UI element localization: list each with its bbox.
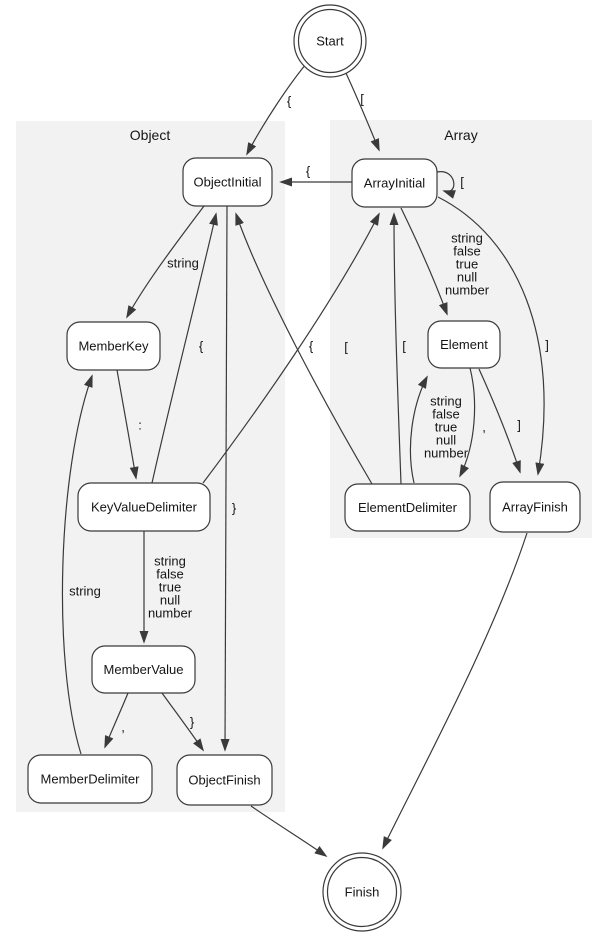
edge-arrayinitial-element-label-line: string	[451, 230, 483, 246]
edge-element-elementdelimiter-label	[482, 420, 486, 435]
edge-start-objectinitial-label	[287, 94, 292, 109]
edge-arrayinitial-objectinitial-label	[306, 164, 311, 179]
edge-keyvaluedelimiter-objectinitial-label	[199, 339, 204, 354]
cluster-array-label: Array	[444, 127, 478, 143]
edge-objectinitial-objectfinish-label	[232, 501, 237, 516]
edge-arrayinitial-element-label-line: null	[456, 269, 478, 285]
node-memberkey	[67, 322, 160, 370]
edge-membervalue-objectfinish-label-line: }	[189, 714, 195, 730]
node-memberkey-label: MemberKey	[78, 338, 149, 354]
node-membervalue-label: MemberValue	[103, 662, 184, 677]
node-arrayinitial	[352, 159, 437, 207]
edge-objectfinish-finish	[251, 806, 326, 856]
edge-start-objectinitial-label-line: {	[286, 93, 292, 109]
node-memberdelimiter-label: MemberDelimiter	[40, 771, 140, 787]
node-membervalue	[92, 646, 195, 693]
edge-keyvaluedelimiter-membervalue-label-line: false	[156, 566, 184, 582]
edge-start-arrayinitial-label	[360, 92, 364, 107]
node-arrayfinish-label: ArrayFinish	[502, 499, 568, 515]
node-finish-label: Finish	[344, 884, 380, 900]
edge-keyvaluedelimiter-membervalue-label-line: null	[159, 592, 181, 608]
edge-elementdelimiter-objectinitial-label	[309, 339, 314, 354]
edge-keyvaluedelimiter-membervalue-label-line: number	[147, 605, 193, 621]
edge-membervalue-memberdelimiter-label	[121, 720, 125, 735]
edge-start-arrayinitial-label-line: [	[360, 91, 364, 107]
edge-keyvaluedelimiter-objectinitial-label-line: {	[198, 338, 204, 354]
edge-memberkey-keyvaluedelimiter-label-line: :	[138, 417, 142, 433]
edge-arrayinitial-arrayinitial-label	[460, 175, 464, 190]
node-objectinitial-label: ObjectInitial	[193, 174, 262, 190]
node-objectinitial	[183, 158, 272, 206]
edge-elementdelimiter-element-label-line: number	[423, 445, 469, 461]
edge-objectinitial-objectfinish-label-line: }	[231, 500, 237, 516]
edge-element-arrayfinish-label	[517, 418, 521, 433]
node-elementdelimiter-label: ElementDelimiter	[358, 500, 457, 515]
edge-memberkey-keyvaluedelimiter-label	[138, 418, 142, 433]
edge-keyvaluedelimiter-arrayinitial-label	[344, 340, 348, 355]
edge-arrayfinish-finish	[383, 533, 527, 848]
node-objectfinish	[177, 755, 272, 805]
edge-arrayinitial-arrayfinish-label	[545, 338, 549, 353]
edge-keyvaluedelimiter-arrayinitial-label-line: [	[344, 339, 348, 355]
node-element-label: Element	[440, 337, 488, 352]
edge-elementdelimiter-objectinitial-label-line: {	[308, 338, 314, 354]
node-keyvaluedelimiter	[78, 483, 210, 531]
node-arrayinitial-label: ArrayInitial	[363, 175, 426, 191]
node-arrayfinish	[490, 482, 580, 532]
edge-elementdelimiter-element-label-line: null	[435, 432, 457, 448]
edge-elementdelimiter-arrayinitial-label	[402, 339, 406, 354]
edge-arrayinitial-element-label-line: true	[455, 256, 479, 272]
edge-elementdelimiter-element-label-line: false	[432, 406, 460, 422]
edge-elementdelimiter-element-label-line: true	[434, 419, 458, 435]
cluster-object	[16, 121, 285, 812]
edge-arrayinitial-element-label-line: number	[444, 282, 490, 298]
cluster-layer	[16, 120, 592, 812]
node-objectfinish-label: ObjectFinish	[188, 772, 261, 788]
edge-arrayinitial-element-label-line: false	[453, 243, 481, 259]
edge-membervalue-objectfinish-label	[190, 715, 195, 730]
edge-elementdelimiter-arrayinitial-label-line: [	[402, 338, 406, 354]
edge-element-elementdelimiter-label-line: ,	[482, 419, 486, 435]
edge-objectinitial-memberkey-label-line: string	[167, 255, 199, 271]
node-keyvaluedelimiter-label: KeyValueDelimiter	[91, 499, 197, 515]
edge-keyvaluedelimiter-membervalue-label-line: true	[158, 579, 182, 595]
edge-arrayinitial-objectinitial-label-line: {	[305, 163, 311, 179]
node-start-label: Start	[316, 33, 344, 49]
node-elementdelimiter	[345, 484, 470, 531]
node-start	[294, 5, 366, 77]
edge-arrayinitial-arrayinitial-label-line: [	[460, 174, 464, 190]
edge-elementdelimiter-element-label-line: string	[430, 393, 462, 409]
cluster-object-label: Object	[129, 127, 171, 143]
edge-membervalue-memberdelimiter-label-line: ,	[121, 719, 125, 735]
edge-element-arrayfinish-label-line: ]	[517, 417, 521, 433]
node-finish	[323, 853, 401, 931]
edge-memberdelimiter-memberkey-label	[69, 584, 101, 599]
edge-memberdelimiter-memberkey-label-line: string	[69, 583, 101, 599]
edge-keyvaluedelimiter-membervalue-label-line: string	[154, 553, 186, 569]
node-element	[428, 321, 500, 368]
node-memberdelimiter	[28, 755, 152, 803]
edge-arrayinitial-arrayfinish-label-line: ]	[545, 337, 549, 353]
edge-objectinitial-memberkey-label	[167, 256, 199, 271]
